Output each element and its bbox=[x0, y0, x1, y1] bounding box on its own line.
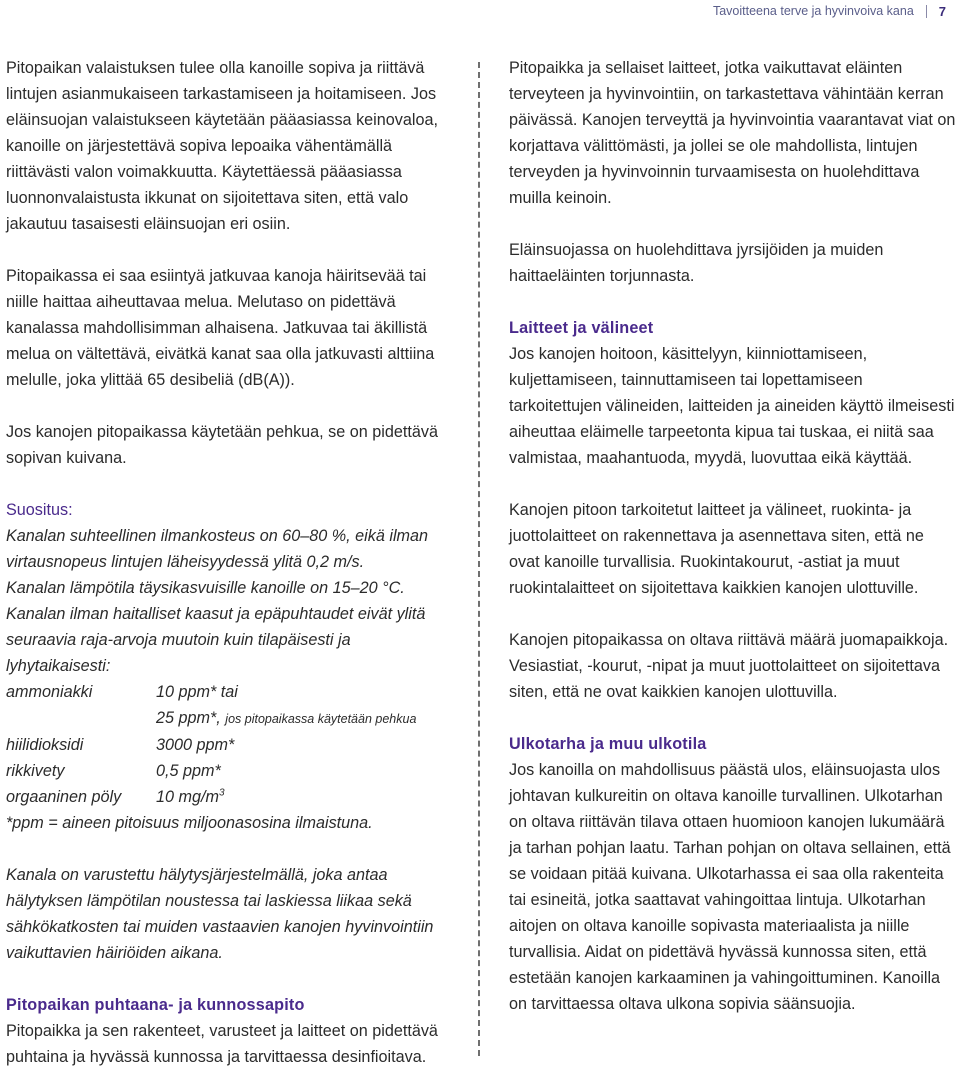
right-column bbox=[509, 55, 957, 1017]
noise-paragraph: Pitopaikassa ei saa esiintyä jatkuvaa kanoja häiritsevää tai niille haittaa aiheuttavaa melua. Melutaso on pidettävä kanalassa mahdollisimman alhaisena. Jatkuvaa tai äkillistä melua on vältettävä, eivätkä kanat saa olla jatkuvasti alttiina melulle, joka ylittää 65 desibeliä (dB(A)). bbox=[6, 267, 435, 389]
gas-name bbox=[6, 705, 156, 732]
gas-value bbox=[156, 784, 225, 810]
lighting-paragraph: Pitopaikan valaistuksen tulee olla kanoille sopiva ja riittävä lintujen asianmukaiseen tarkastamiseen ja hoitamiseen. Jos eläinsuojan valaistukseen käytetään pääasiassa keinovaloa, kanoille on järjestettävä sopiva lepoaika vähentämällä riittävästi valon voimakkuutta. Käytettäessä pääasiassa luonnonvalaistusta ikkunat on sijoitettava siten, että valo jakautuu tasaisesti eläinsuojan eri osiin. bbox=[6, 59, 438, 233]
gas-row bbox=[6, 705, 454, 732]
section-heading: Ulkotarha ja muu ulkotila bbox=[509, 735, 707, 753]
outdoor-area-paragraph: Jos kanoilla on mahdollisuus päästä ulos, eläinsuojasta ulos johtavan kulkureitin on oltava kanoille turvallinen. Ulkotarhan on oltava riittävän tilava ottaen huomioon kanojen lukumäärä ja tarhan pohjan laatu. Tarhan pohjan on oltava sellainen, että se voidaan pitää kuivana. Ulkotarhassa ei saa olla rakenteita tai esineitä, jotka saattavat vahingoittaa lintuja. Ulkotarhan aitojen on oltava kanoille sopivasta materiaalista ja niille turvallisia. Aidat on pidettävä hyvässä kunnossa siten, että estetään kanojen karkaaminen ja vahingoittuminen. Kanoilla on tarvittaessa oltava ulkona sopivia säänsuojia. bbox=[509, 761, 951, 1013]
section-heading: Laitteet ja välineet bbox=[509, 319, 654, 337]
gas-value: 10 ppm* tai bbox=[156, 683, 238, 701]
gas-name: rikkivety bbox=[6, 762, 65, 780]
pest-control-paragraph: Eläinsuojassa on huolehdittava jyrsijöiden ja muiden haittaeläinten torjunnasta. bbox=[509, 241, 884, 285]
gas-row bbox=[6, 679, 454, 705]
section-heading: Pitopaikan puhtaana- ja kunnossapito bbox=[6, 996, 305, 1014]
cleanliness-paragraph: Pitopaikka ja sen rakenteet, varusteet ja laitteet on pidettävä puhtaina ja hyvässä kunnossa ja tarvittaessa desinfioitava. bbox=[6, 1022, 438, 1066]
gas-row bbox=[6, 758, 454, 784]
gas-value: 3000 ppm* bbox=[156, 736, 235, 754]
gas-value-text: 25 ppm*, bbox=[156, 709, 221, 727]
gas-value: 0,5 ppm* bbox=[156, 762, 221, 780]
column-divider bbox=[478, 62, 480, 1056]
recommendation-title: Suositus: bbox=[6, 501, 73, 519]
gas-name: orgaaninen pöly bbox=[6, 788, 122, 806]
gas-value bbox=[156, 705, 416, 732]
gas-row bbox=[6, 732, 454, 758]
page-header bbox=[713, 0, 960, 22]
gas-superscript: 3 bbox=[218, 787, 225, 799]
gas-value-text: 10 mg/m bbox=[156, 788, 219, 806]
ppm-footnote: *ppm = aineen pitoisuus miljoonasosina ilmaistuna. bbox=[6, 814, 373, 832]
gas-name: ammoniakki bbox=[6, 683, 93, 701]
alarm-system-text: Kanala on varustettu hälytysjärjestelmällä, joka antaa hälytyksen lämpötilan noustessa tai laskiessa liikaa sekä sähkökatkosten tai muiden vastaavien kanojen hyvinvointiin vaikuttavien häiriöiden aikana. bbox=[6, 866, 434, 962]
left-column bbox=[6, 55, 454, 1070]
gas-note: jos pitopaikassa käytetään pehkua bbox=[225, 712, 417, 726]
recommendation-block bbox=[6, 497, 454, 966]
feeding-equipment-paragraph: Kanojen pitoon tarkoitetut laitteet ja välineet, ruokinta- ja juottolaitteet on rakennettava ja asennettava siten, että ne ovat kanoille turvallisia. Ruokintakourut, -astiat ja muut ruokintalaitteet on sijoitettava kaikkien kanojen ulottuville. bbox=[509, 501, 924, 597]
temperature-text: Kanalan lämpötila täysikasvuisille kanoille on 15–20 °C. bbox=[6, 579, 405, 597]
litter-paragraph: Jos kanojen pitopaikassa käytetään pehkua, se on pidettävä sopivan kuivana. bbox=[6, 423, 438, 467]
running-title: Tavoitteena terve ja hyvinvoiva kana bbox=[712, 4, 914, 18]
header-separator bbox=[926, 5, 927, 18]
equipment-paragraph: Jos kanojen hoitoon, käsittelyyn, kiinniottamiseen, kuljettamiseen, tainnuttamiseen tai lopettamiseen tarkoitettujen välineiden, laitteiden ja aineiden käyttö ilmeisesti aiheuttaa eläimelle tarpeetonta kipua tai tuskaa, ei niitä saa valmistaa, maahantuoda, myydä, luovuttaa eikä käyttää. bbox=[509, 345, 955, 467]
gases-intro-text: Kanalan ilman haitalliset kaasut ja epäpuhtaudet eivät ylitä seuraavia raja-arvoja muutoin kuin tilapäisesti ja lyhytaikaisesti: bbox=[6, 605, 426, 675]
inspection-paragraph: Pitopaikka ja sellaiset laitteet, jotka vaikuttavat eläinten terveyteen ja hyvinvointiin, on tarkastettava vähintään kerran päivässä. Kanojen terveyttä ja hyvinvointia vaarantavat viat on korjattava välittömästi, ja jollei se ole mahdollista, lintujen terveyden ja hyvinvoinnin turvaamisesta on huolehdittava muilla keinoin. bbox=[509, 59, 956, 207]
gas-name: hiilidioksidi bbox=[6, 736, 84, 754]
gas-row bbox=[6, 784, 454, 810]
drinking-places-paragraph: Kanojen pitopaikassa on oltava riittävä määrä juomapaikkoja. Vesiastiat, -kourut, -nipat ja muut juottolaitteet on sijoitettava siten, että ne ovat kaikkien kanojen ulottuvilla. bbox=[509, 631, 949, 701]
page-number: 7 bbox=[938, 3, 946, 19]
humidity-text: Kanalan suhteellinen ilmankosteus on 60–80 %, eikä ilman virtausnopeus lintujen läheisyydessä ylitä 0,2 m/s. bbox=[6, 527, 429, 571]
